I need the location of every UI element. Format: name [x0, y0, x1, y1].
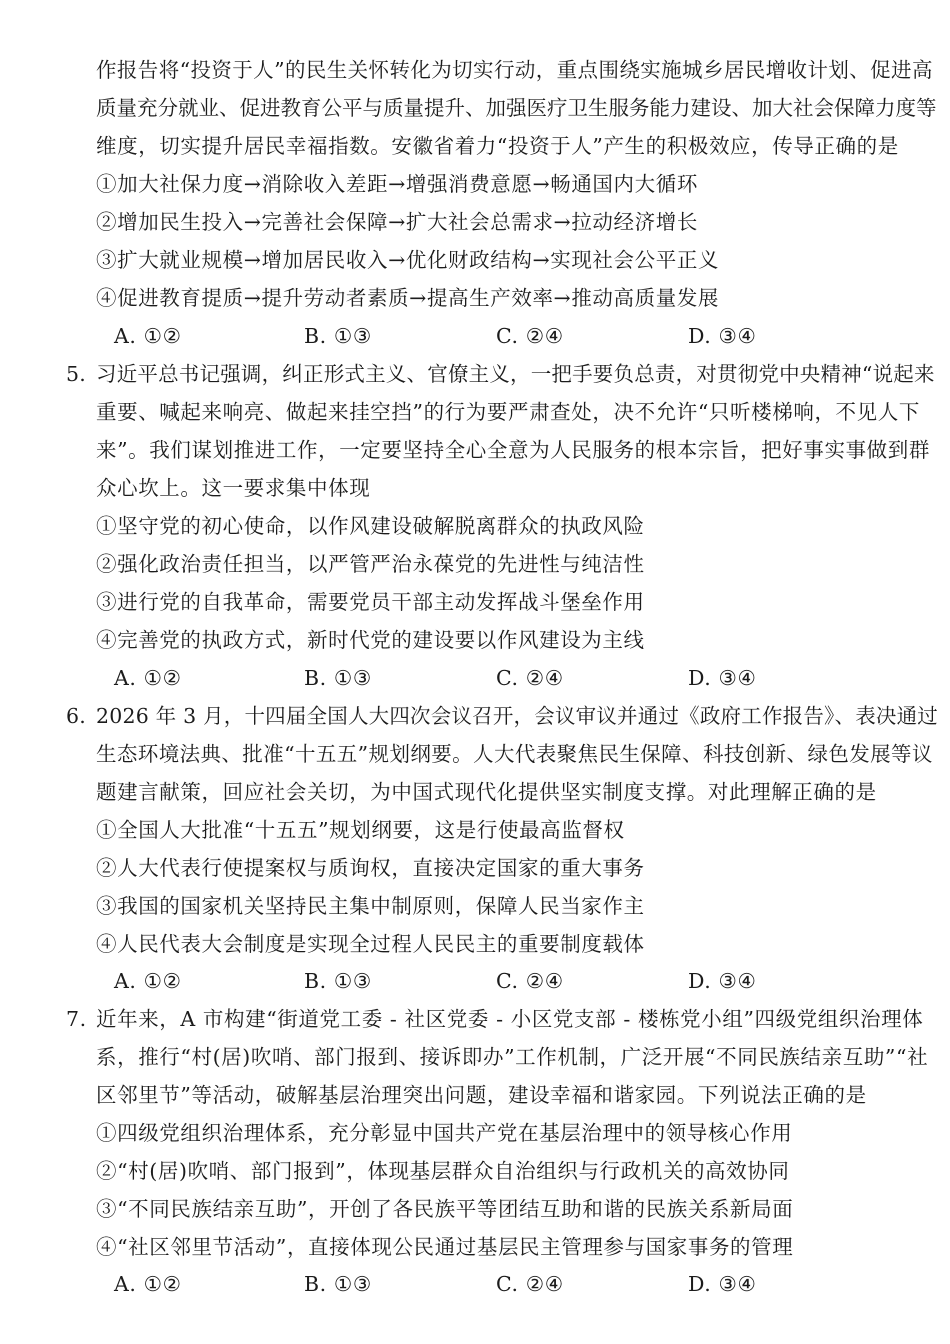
question-stem-line: 6. 2026 年 3 月，十四届全国人大四次会议召开，会议审议并通过《政府工作报告》、表决通过 — [66, 704, 939, 728]
option-b[interactable]: B. ①③ — [304, 324, 372, 348]
question-stem-line: 维度，切实提升居民幸福指数。安徽省着力“投资于人”产生的积极效应，传导正确的是 — [96, 134, 899, 158]
option-b[interactable]: B. ①③ — [304, 666, 372, 690]
option-a[interactable]: A. ①② — [114, 1272, 182, 1296]
statement-1: ①坚守党的初心使命，以作风建设破解脱离群众的执政风险 — [96, 514, 645, 538]
option-c[interactable]: C. ②④ — [496, 969, 564, 993]
statement-2: ②强化政治责任担当，以严管严治永葆党的先进性与纯洁性 — [96, 552, 645, 576]
statement-1: ①全国人大批准“十五五”规划纲要，这是行使最高监督权 — [96, 818, 625, 842]
option-d[interactable]: D. ③④ — [688, 666, 757, 690]
question-number: 7. — [66, 1007, 87, 1031]
question-stem-line: 作报告将“投资于人”的民生关怀转化为切实行动，重点围绕实施城乡居民增收计划、促进高 — [96, 58, 933, 82]
statement-2: ②增加民生投入→完善社会保障→扩大社会总需求→拉动经济增长 — [96, 210, 698, 234]
option-d[interactable]: D. ③④ — [688, 969, 757, 993]
option-d[interactable]: D. ③④ — [688, 1272, 757, 1296]
option-c[interactable]: C. ②④ — [496, 324, 564, 348]
statement-4: ④“社区邻里节活动”，直接体现公民通过基层民主管理参与国家事务的管理 — [96, 1235, 794, 1259]
statement-1: ①加大社保力度→消除收入差距→增强消费意愿→畅通国内大循环 — [96, 172, 698, 196]
question-number: 6. — [66, 704, 86, 728]
question-stem-line: 众心坎上。这一要求集中体现 — [96, 476, 371, 500]
statement-3: ③扩大就业规模→增加居民收入→优化财政结构→实现社会公平正义 — [96, 248, 720, 272]
option-c[interactable]: C. ②④ — [496, 1272, 564, 1296]
question-stem-line: 生态环境法典、批准“十五五”规划纲要。人大代表聚焦民生保障、科技创新、绿色发展等议 — [96, 742, 933, 766]
option-d[interactable]: D. ③④ — [688, 324, 757, 348]
statement-4: ④完善党的执政方式，新时代党的建设要以作风建设为主线 — [96, 628, 645, 652]
question-stem-line: 5. 习近平总书记强调，纠正形式主义、官僚主义，一把手要负总责，对贯彻党中央精神“说起来 — [66, 362, 935, 386]
statement-4: ④促进教育提质→提升劳动者素质→提高生产效率→推动高质量发展 — [96, 286, 720, 310]
option-a[interactable]: A. ①② — [114, 324, 182, 348]
statement-3: ③“不同民族结亲互助”，开创了各民族平等团结互助和谐的民族关系新局面 — [96, 1197, 794, 1221]
statement-3: ③进行党的自我革命，需要党员干部主动发挥战斗堡垒作用 — [96, 590, 645, 614]
question-stem-line: 来”。我们谋划推进工作，一定要坚持全心全意为人民服务的根本宗旨，把好事实事做到群 — [96, 438, 930, 462]
answer-options — [114, 1270, 874, 1298]
statement-3: ③我国的国家机关坚持民主集中制原则，保障人民当家作主 — [96, 894, 645, 918]
statement-2: ②“村(居)吹哨、部门报到”，体现基层群众自治组织与行政机关的高效协同 — [96, 1159, 790, 1183]
option-b[interactable]: B. ①③ — [304, 1272, 372, 1296]
question-stem-line: 区邻里节”等活动，破解基层治理突出问题，建设幸福和谐家园。下列说法正确的是 — [96, 1083, 867, 1107]
option-a[interactable]: A. ①② — [114, 666, 182, 690]
answer-options — [114, 967, 874, 995]
question-stem-line: 重要、喊起来响亮、做起来挂空挡”的行为要严肃查处，决不允许“只听楼梯响，不见人下 — [96, 400, 920, 424]
answer-options — [114, 664, 874, 692]
question-stem-line: 质量充分就业、促进教育公平与质量提升、加强医疗卫生服务能力建设、加大社会保障力度等 — [96, 96, 937, 120]
statement-4: ④人民代表大会制度是实现全过程人民民主的重要制度载体 — [96, 932, 645, 956]
question-stem-line: 题建言献策，回应社会关切，为中国式现代化提供坚实制度支撑。对此理解正确的是 — [96, 780, 877, 804]
question-stem-line: 7. 近年来，A 市构建“街道党工委 - 社区党委 - 小区党支部 - 楼栋党小组”四级党组织治理体 — [66, 1007, 924, 1031]
statement-2: ②人大代表行使提案权与质询权，直接决定国家的重大事务 — [96, 856, 645, 880]
question-stem-line: 系，推行“村(居)吹哨、部门报到、接诉即办”工作机制，广泛开展“不同民族结亲互助”“社 — [96, 1045, 929, 1069]
option-c[interactable]: C. ②④ — [496, 666, 564, 690]
option-b[interactable]: B. ①③ — [304, 969, 372, 993]
option-a[interactable]: A. ①② — [114, 969, 182, 993]
question-number: 5. — [66, 362, 86, 386]
answer-options — [114, 322, 874, 350]
statement-1: ①四级党组织治理体系，充分彰显中国共产党在基层治理中的领导核心作用 — [96, 1121, 793, 1145]
